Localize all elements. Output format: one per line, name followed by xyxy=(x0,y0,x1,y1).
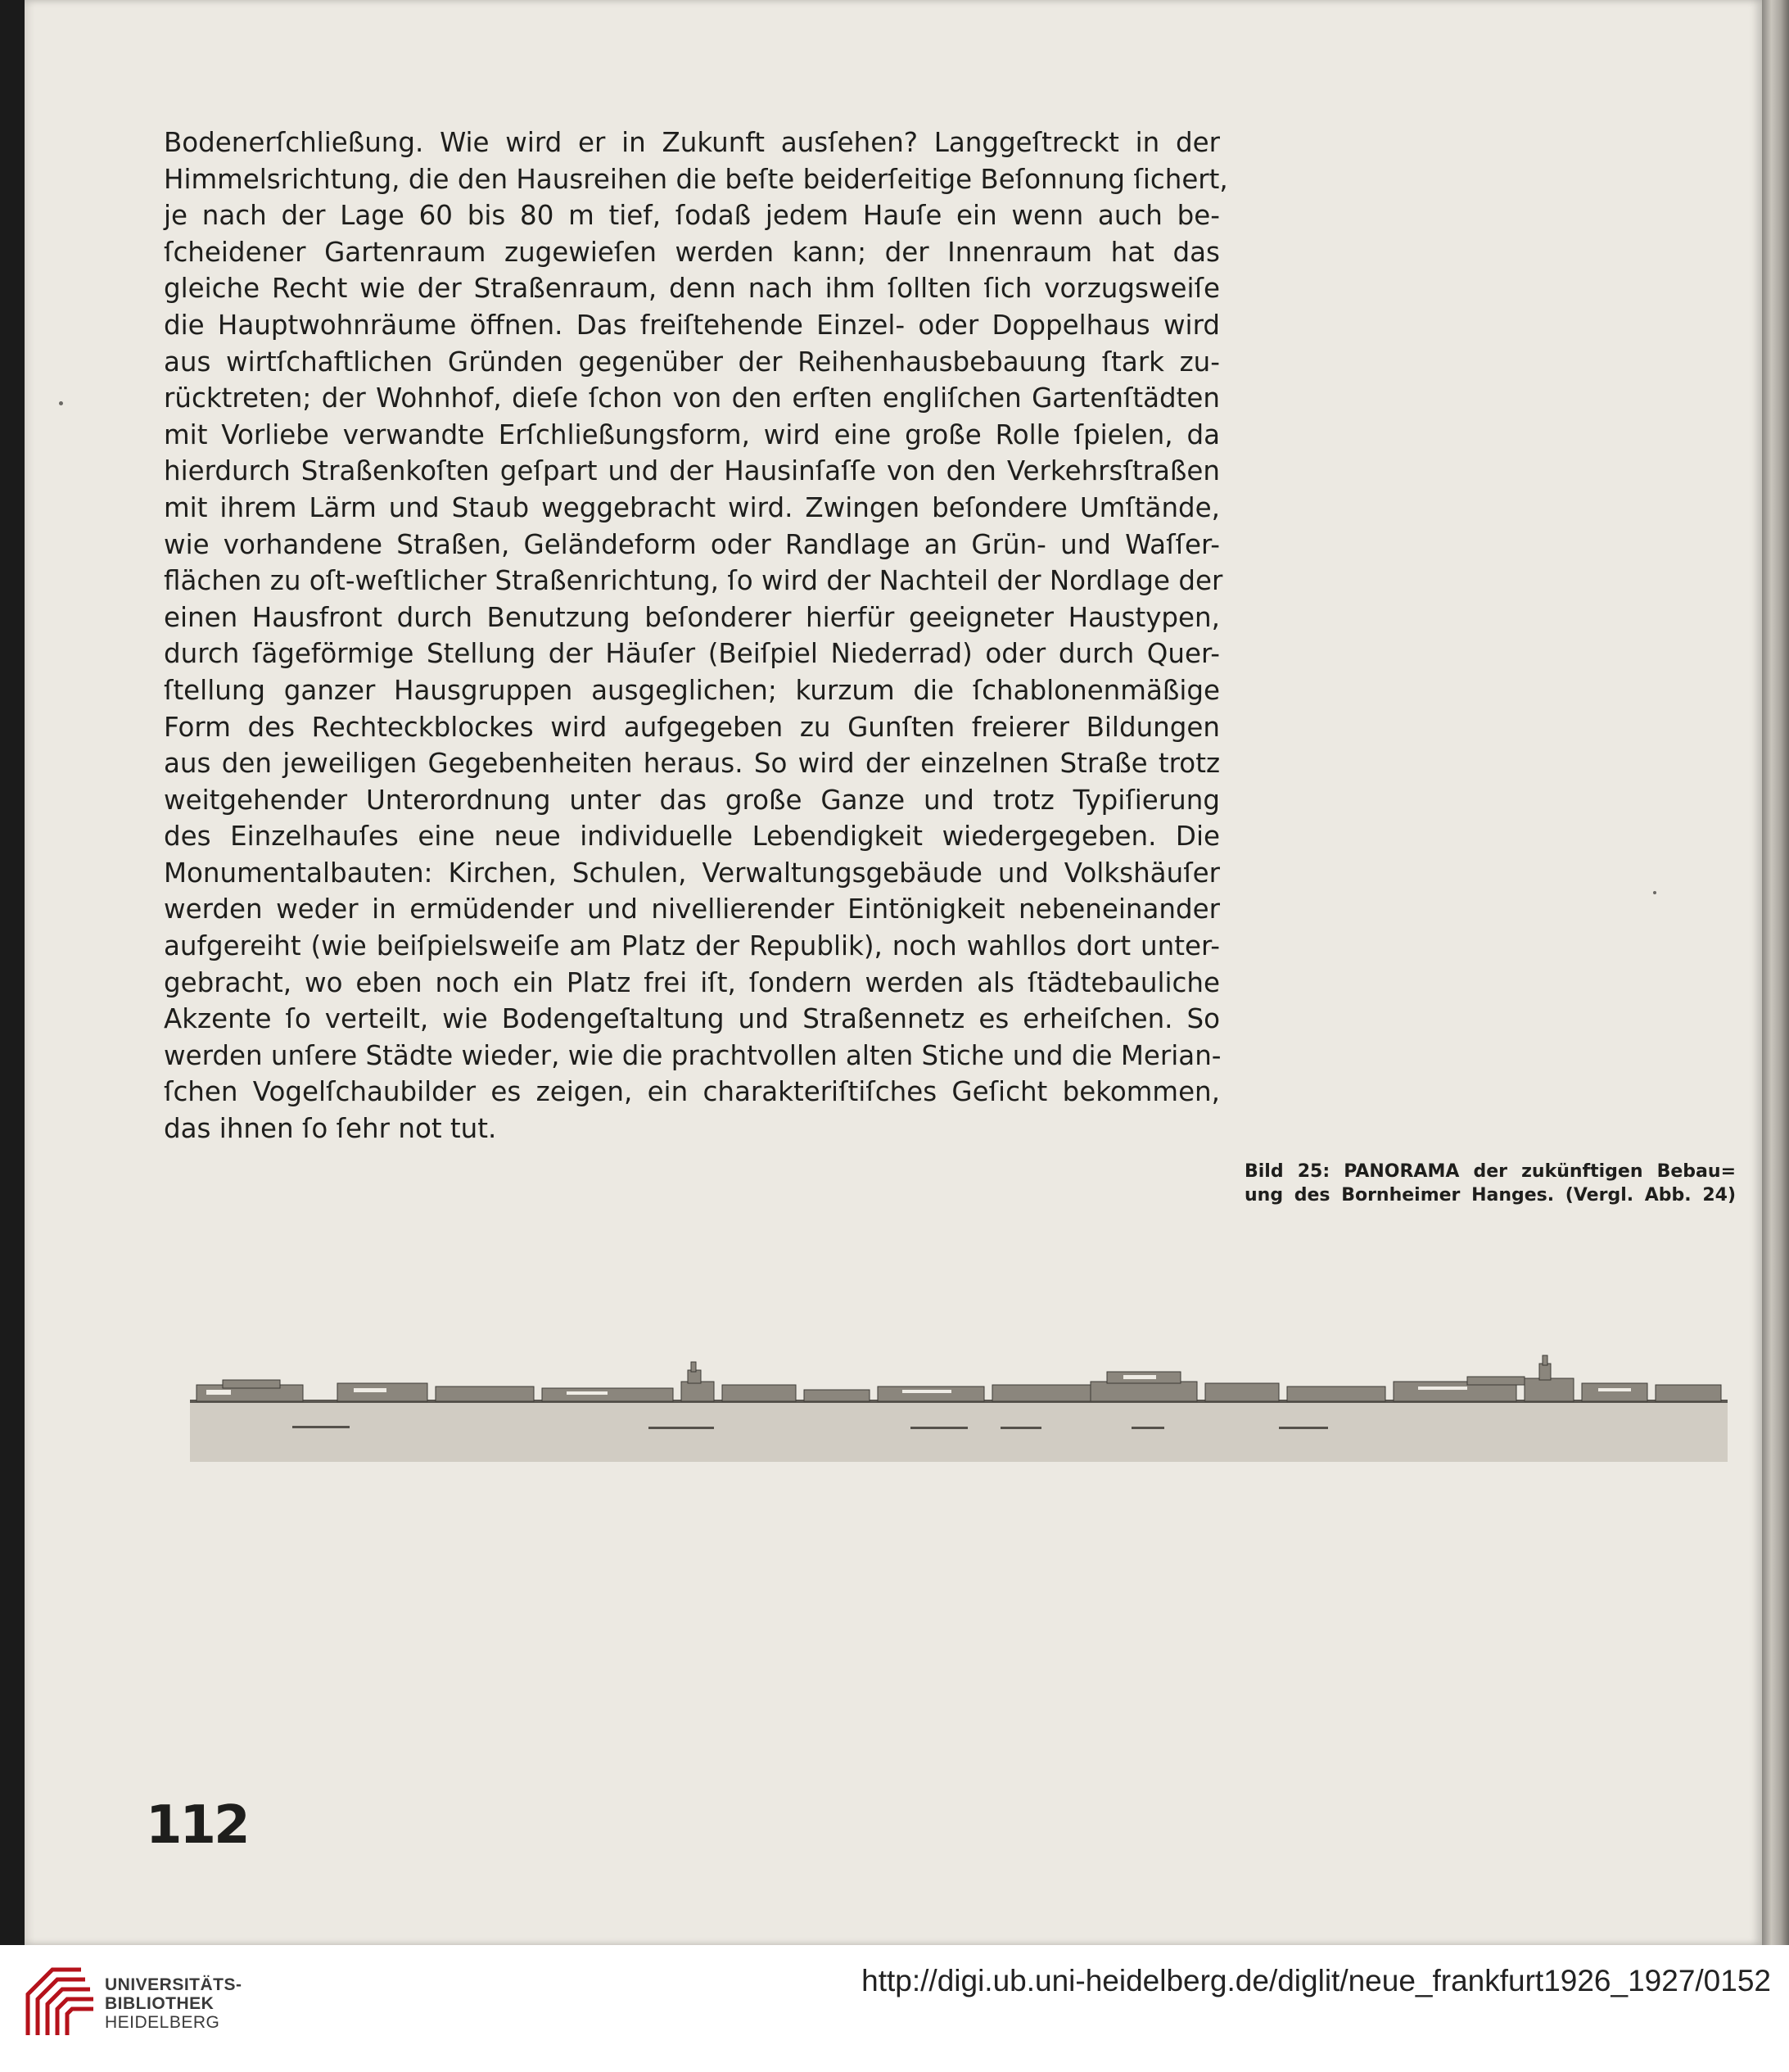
text-line: Himmelsrichtung, die den Hausreihen die beſte beiderſeitige Beſonnung ſichert, xyxy=(164,163,1228,195)
text-line: einen Hausfront durch Benutzung beſonderer hierfür geeigneter Haustypen, xyxy=(164,601,1220,633)
panorama-ground xyxy=(190,1401,1728,1462)
caption-line: ung des Bornheimer Hanges. (Vergl. Abb. 24) xyxy=(1245,1185,1736,1206)
text-line: aufgereiht (wie beiſpielsweiſe am Platz der Republik), noch wahllos dort unter- xyxy=(164,930,1220,962)
text-line: Akzente ſo verteilt, wie Bodengeſtaltung und Straßennetz es erheiſchen. So xyxy=(164,1003,1220,1035)
text-line: weitgehender Unterordnung unter das große Ganze und trotz Typiſierung xyxy=(164,784,1220,816)
text-line: Monumentalbauten: Kirchen, Schulen, Verwaltungsgebäude und Volkshäuſer xyxy=(164,857,1220,889)
figure-caption xyxy=(1245,1160,1736,1207)
text-line: je nach der Lage 60 bis 80 m tief, ſodaß jedem Hauſe ein wenn auch be- xyxy=(164,200,1220,232)
text-line: Form des Rechteckblockes wird aufgegeben zu Gunſten freierer Bildungen xyxy=(164,711,1220,743)
text-line: ſtellung ganzer Hausgruppen ausgeglichen; kurzum die ſchablonenmäßige xyxy=(164,674,1220,706)
text-line: aus wirtſchaftlichen Gründen gegenüber der Reihenhausbebauung ſtark zu- xyxy=(164,346,1220,378)
speck-mark xyxy=(59,401,63,405)
text-line: des Einzelhauſes eine neue individuelle Lebendigkeit wiedergegeben. Die xyxy=(164,821,1220,853)
library-name-line: HEIDELBERG xyxy=(105,2013,220,2032)
page-edge-strip xyxy=(1762,0,1789,1945)
text-line: mit ihrem Lärm und Staub weggebracht wird. Zwingen beſondere Umſtände, xyxy=(164,491,1220,523)
text-line: aus den jeweiligen Gegebenheiten heraus. So wird der einzelnen Straße trotz xyxy=(164,748,1220,780)
text-line: ſcheidener Gartenraum zugewieſen werden kann; der Innenraum hat das xyxy=(164,236,1220,268)
speck-mark xyxy=(1653,891,1656,894)
text-line: rücktreten; der Wohnhof, dieſe ſchon von den erſten engliſchen Gartenſtädten xyxy=(164,382,1220,414)
text-line: wie vorhandene Straßen, Geländeform oder Randlage an Grün- und Waſſer- xyxy=(164,528,1220,560)
text-line: die Hauptwohnräume öffnen. Das freiſtehende Einzel- oder Doppelhaus wird xyxy=(164,309,1220,341)
source-url-link[interactable]: http://digi.ub.uni-heidelberg.de/diglit/neue_frankfurt1926_1927/0152 xyxy=(861,1964,1771,1997)
text-line: mit Vorliebe verwandte Erſchließungsform, wird eine große Rolle ſpielen, da xyxy=(164,418,1220,450)
text-line: gebracht, wo eben noch ein Platz frei iſt, ſondern werden als ſtädtebauliche xyxy=(164,966,1220,998)
caption-line: Bild 25: PANORAMA der zukünftigen Bebau= xyxy=(1245,1161,1736,1182)
text-line: werden weder in ermüdender und nivellierender Eintönigkeit nebeneinander xyxy=(164,893,1220,925)
library-name-line: BIBLIOTHEK xyxy=(105,1994,215,2013)
library-logo-text[interactable] xyxy=(105,1975,242,2032)
body-text xyxy=(164,124,1228,1147)
text-line: gleiche Recht wie der Straßenraum, denn nach ihm ſollten ſich vorzugsweiſe xyxy=(164,273,1220,305)
text-line: ſchen Vogelſchaubilder es zeigen, ein charakteriſtiſches Geſicht bekommen, xyxy=(164,1076,1220,1108)
text-line: Bodenerſchließung. Wie wird er in Zukunft ausſehen? Langgeſtreckt in der xyxy=(164,127,1220,158)
library-name-line: UNIVERSITÄTS- xyxy=(105,1975,242,1994)
text-line: flächen zu oſt-weſtlicher Straßenrichtung, ſo wird der Nachteil der Nordlage der xyxy=(164,565,1223,597)
text-line: hierdurch Straßenkoſten geſpart und der Hausinſaſſe von den Verkehrsſtraßen xyxy=(164,455,1220,487)
text-line: werden unſere Städte wieder, wie die prachtvollen alten Stiche und die Merian- xyxy=(164,1039,1222,1071)
page-number: 112 xyxy=(146,1795,248,1856)
panorama-illustration xyxy=(190,1331,1728,1462)
text-line: das ihnen ſo ſehr not tut. xyxy=(164,1113,497,1145)
text-line: durch ſägeförmige Stellung der Häuſer (Beiſpiel Niederrad) oder durch Quer- xyxy=(164,638,1220,670)
library-logo-icon[interactable] xyxy=(20,1961,98,2043)
